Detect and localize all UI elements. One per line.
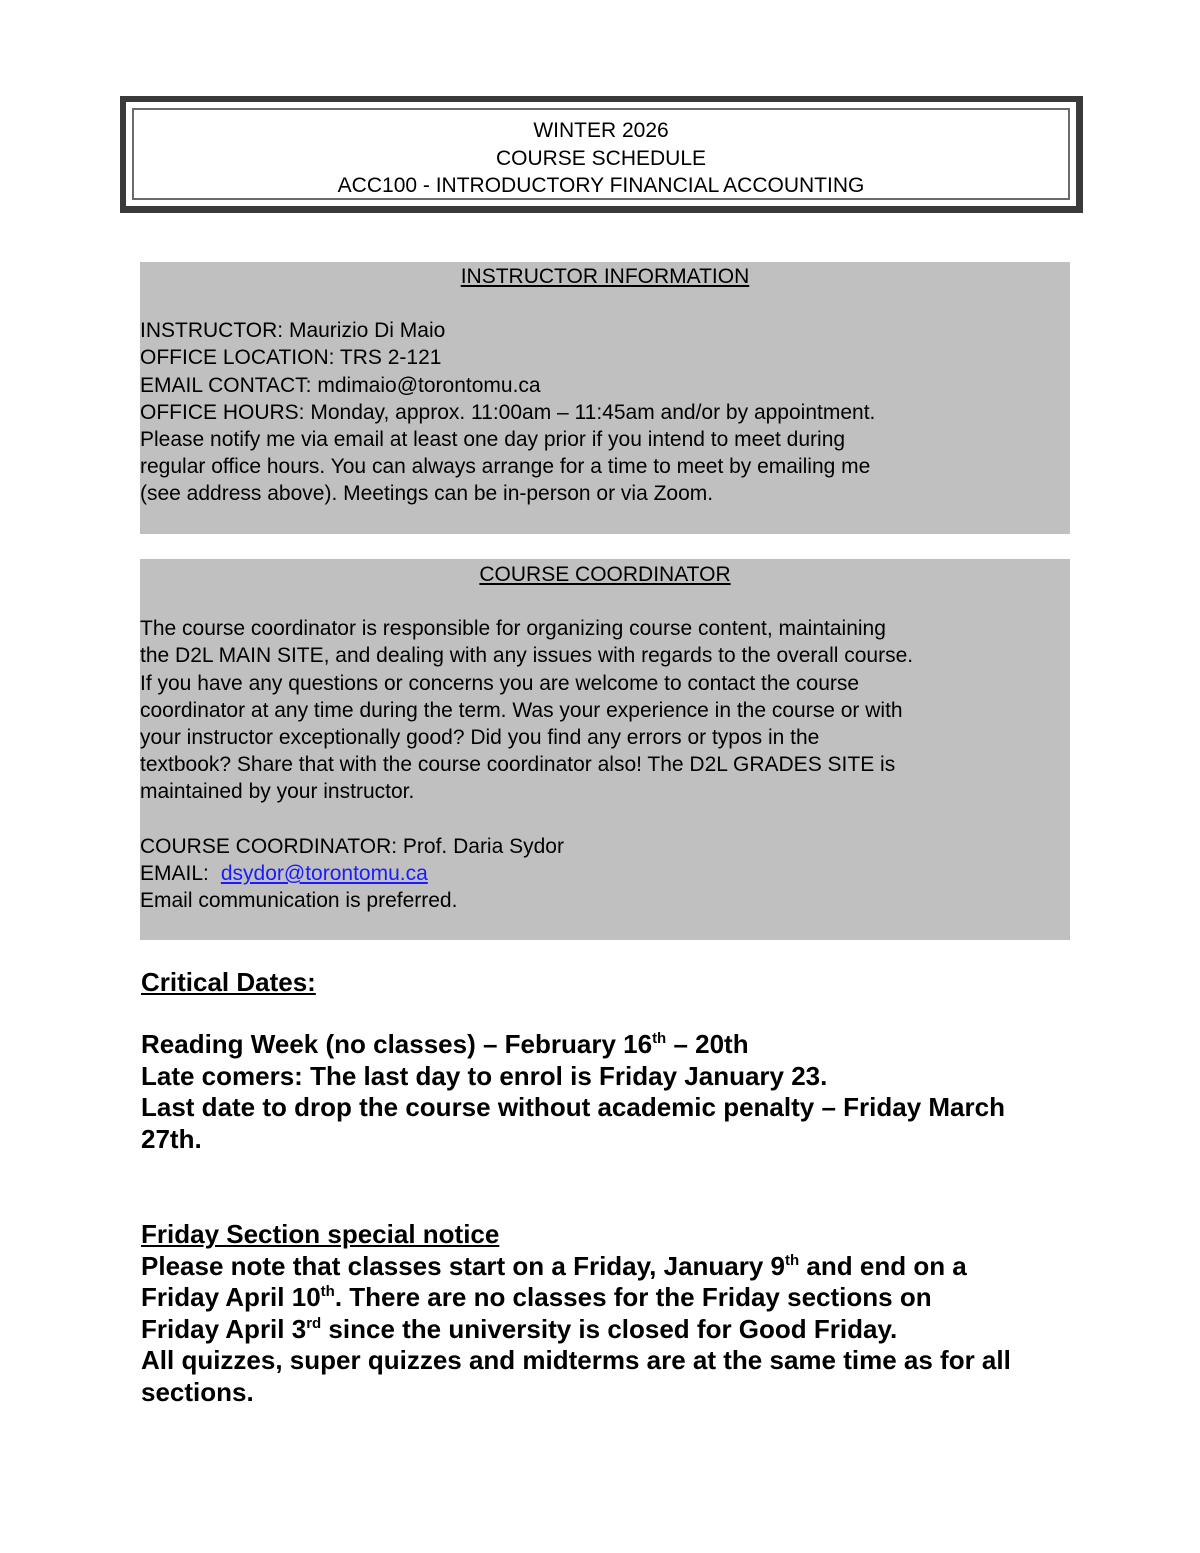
friday-notice-line: All quizzes, super quizzes and midterms are at the same time as for all bbox=[141, 1345, 1011, 1375]
office-hours-line: regular office hours. You can always arrange for a time to meet by emailing me bbox=[140, 455, 871, 479]
coordinator-heading: COURSE COORDINATOR bbox=[479, 563, 731, 586]
coordinator-text-line: If you have any questions or concerns you are welcome to contact the course bbox=[140, 671, 860, 695]
term-title: WINTER 2026 bbox=[533, 119, 669, 142]
drop-deadline-line: Last date to drop the course without academic penalty – Friday March bbox=[141, 1092, 1005, 1122]
office-hours-line: OFFICE HOURS: Monday, approx. 11:00am – 11:45am and/or by appointment. bbox=[140, 400, 876, 424]
coordinator-email-link[interactable]: dsydor@torontomu.ca bbox=[220, 861, 428, 885]
friday-notice-line: Friday April 3rd since the university is closed for Good Friday. bbox=[141, 1314, 898, 1344]
coordinator-email-row bbox=[140, 860, 1070, 887]
coordinator-name: COURSE COORDINATOR: Prof. Daria Sydor bbox=[140, 834, 564, 858]
coordinator-email-label: EMAIL: bbox=[140, 861, 209, 885]
drop-deadline-line-cont: 27th. bbox=[141, 1124, 202, 1154]
instructor-info-panel bbox=[140, 262, 1070, 534]
friday-notice-line: sections. bbox=[141, 1377, 254, 1407]
friday-notice-heading: Friday Section special notice bbox=[141, 1219, 500, 1249]
late-comers-line: Late comers: The last day to enrol is Friday January 23. bbox=[141, 1061, 828, 1091]
instructor-info-heading: INSTRUCTOR INFORMATION bbox=[460, 265, 750, 288]
critical-dates-heading: Critical Dates: bbox=[141, 967, 316, 997]
coordinator-text-line: your instructor exceptionally good? Did you find any errors or typos in the bbox=[140, 726, 820, 750]
coordinator-text-line: textbook? Share that with the course coordinator also! The D2L GRADES SITE is bbox=[140, 753, 896, 777]
coordinator-text-line: coordinator at any time during the term. Was your experience in the course or with bbox=[140, 698, 903, 722]
friday-notice-line: Please note that classes start on a Friday, January 9th and end on a bbox=[141, 1251, 967, 1281]
instructor-email: EMAIL CONTACT: mdimaio@torontomu.ca bbox=[140, 373, 541, 397]
coordinator-text-line: The course coordinator is responsible for organizing course content, maintaining bbox=[140, 617, 886, 641]
office-hours-line: (see address above). Meetings can be in-person or via Zoom. bbox=[140, 482, 714, 506]
course-title: ACC100 - INTRODUCTORY FINANCIAL ACCOUNTING bbox=[337, 174, 865, 197]
instructor-name: INSTRUCTOR: Maurizio Di Maio bbox=[140, 319, 446, 343]
title-box bbox=[120, 96, 1083, 213]
email-preference: Email communication is preferred. bbox=[140, 889, 458, 913]
coordinator-text-line: maintained by your instructor. bbox=[140, 780, 415, 804]
reading-week-line: Reading Week (no classes) – February 16th – 20th bbox=[141, 1029, 749, 1059]
course-coordinator-panel bbox=[140, 559, 1070, 940]
title-inner bbox=[132, 108, 1070, 200]
coordinator-text-line: the D2L MAIN SITE, and dealing with any issues with regards to the overall course. bbox=[140, 644, 914, 668]
office-location: OFFICE LOCATION: TRS 2-121 bbox=[140, 346, 442, 370]
schedule-title: COURSE SCHEDULE bbox=[495, 146, 707, 170]
office-hours-line: Please notify me via email at least one day prior if you intend to meet during bbox=[140, 428, 846, 452]
friday-notice-line: Friday April 10th. There are no classes for the Friday sections on bbox=[141, 1282, 932, 1312]
